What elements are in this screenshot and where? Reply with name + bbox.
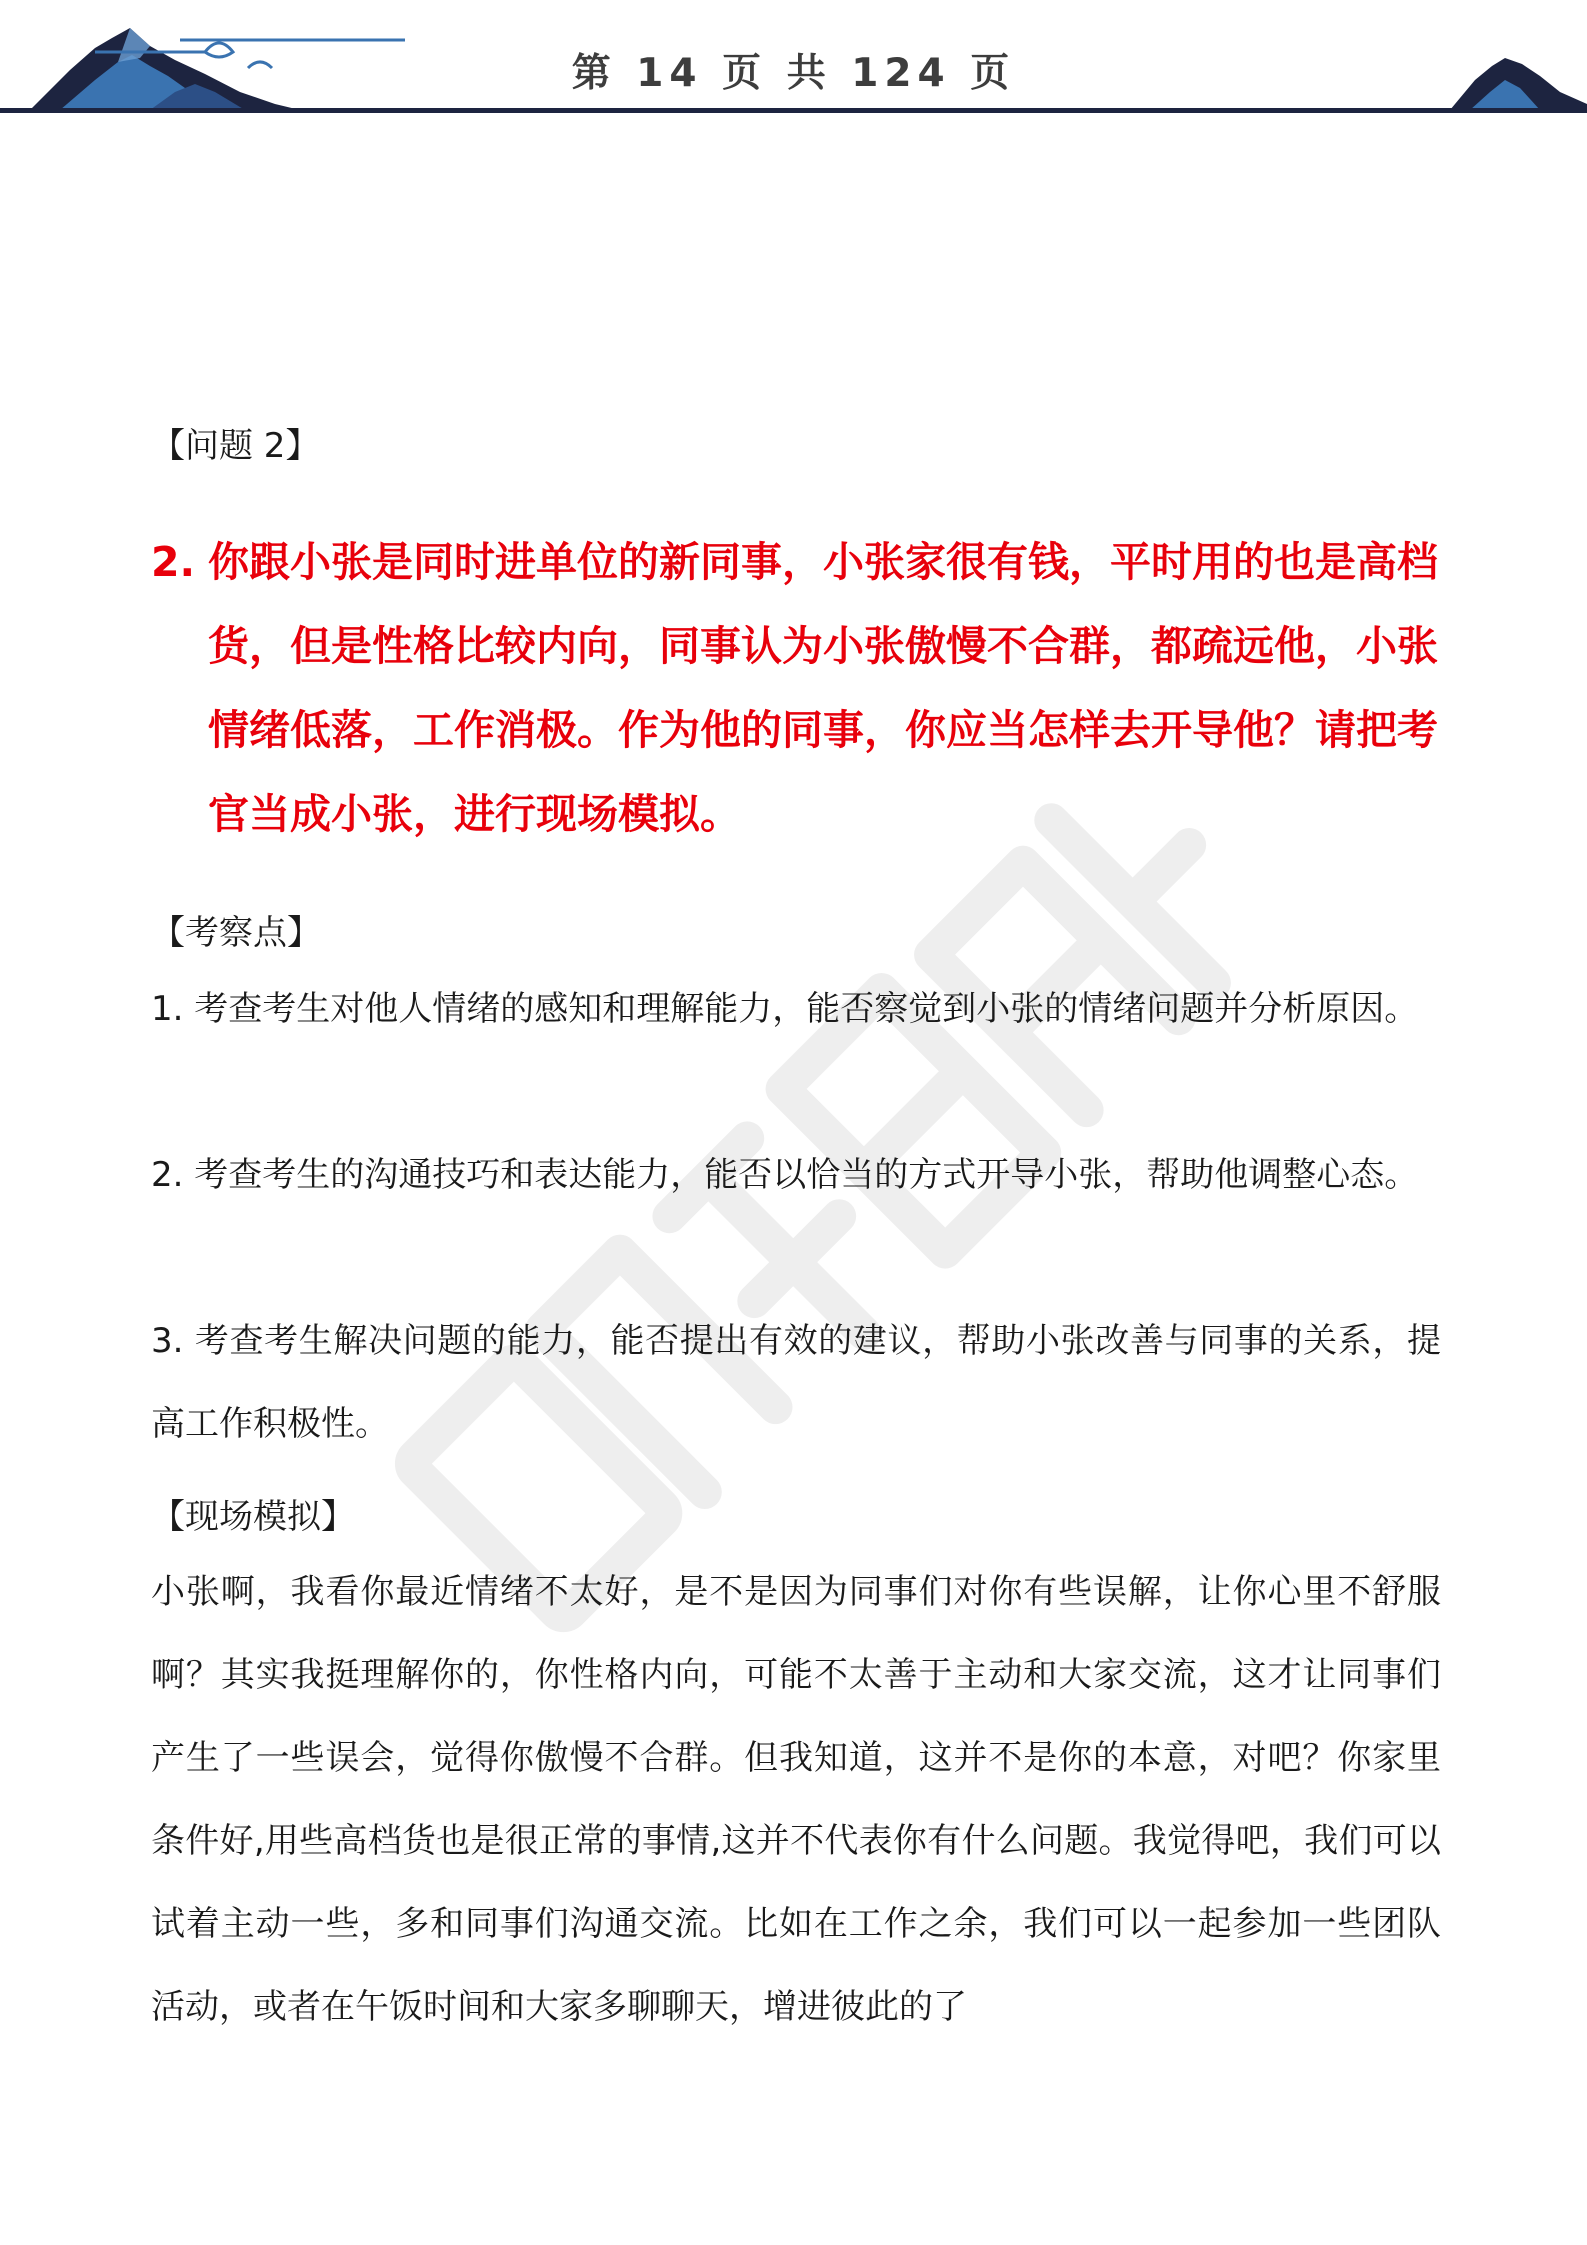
question-number: 2. xyxy=(151,538,196,586)
focus-point-2: 2. 考查考生的沟通技巧和表达能力，能否以恰当的方式开导小张，帮助他调整心态。 xyxy=(151,1155,1419,1195)
simulation-label: 【现场模拟】 xyxy=(151,1497,355,1537)
simulation-text: 小张啊，我看你最近情绪不太好，是不是因为同事们对你有些误解，让你心里不舒服啊？其实我挺理解你的，你性格内向，可能不太善于主动和大家交流，这才让同事们产生了一些误会，觉得你傲慢不合群。但我知道，这并不是你的本意，对吧？你家里条件好,用些高档货也是很正常的事情,这并不代表你有什么问题。我觉得吧，我们可以试着主动一些，多和同事们沟通交流。比如在工作之余，我们可以一起参加一些团队活动，或者在午饭时间和大家多聊聊天，增进彼此的了 xyxy=(151,1572,1441,2027)
focus-point-1: 1. 考查考生对他人情绪的感知和理解能力，能否察觉到小张的情绪问题并分析原因。 xyxy=(151,989,1419,1029)
question-label: 【问题 2】 xyxy=(151,426,320,466)
page-indicator: 第 14 页 共 124 页 xyxy=(571,51,1016,96)
question-block xyxy=(151,520,1451,856)
focus-label: 【考察点】 xyxy=(151,913,321,953)
focus-point-3: 3. 考查考生解决问题的能力，能否提出有效的建议，帮助小张改善与同事的关系，提高工作积极性。 xyxy=(151,1321,1441,1444)
question-text: 你跟小张是同时进单位的新同事，小张家很有钱，平时用的也是高档货，但是性格比较内向，同事认为小张傲慢不合群，都疏远他，小张情绪低落，工作消极。作为他的同事，你应当怎样去开导他？请把考官当成小张，进行现场模拟。 xyxy=(208,538,1438,838)
page-header xyxy=(0,0,1587,130)
